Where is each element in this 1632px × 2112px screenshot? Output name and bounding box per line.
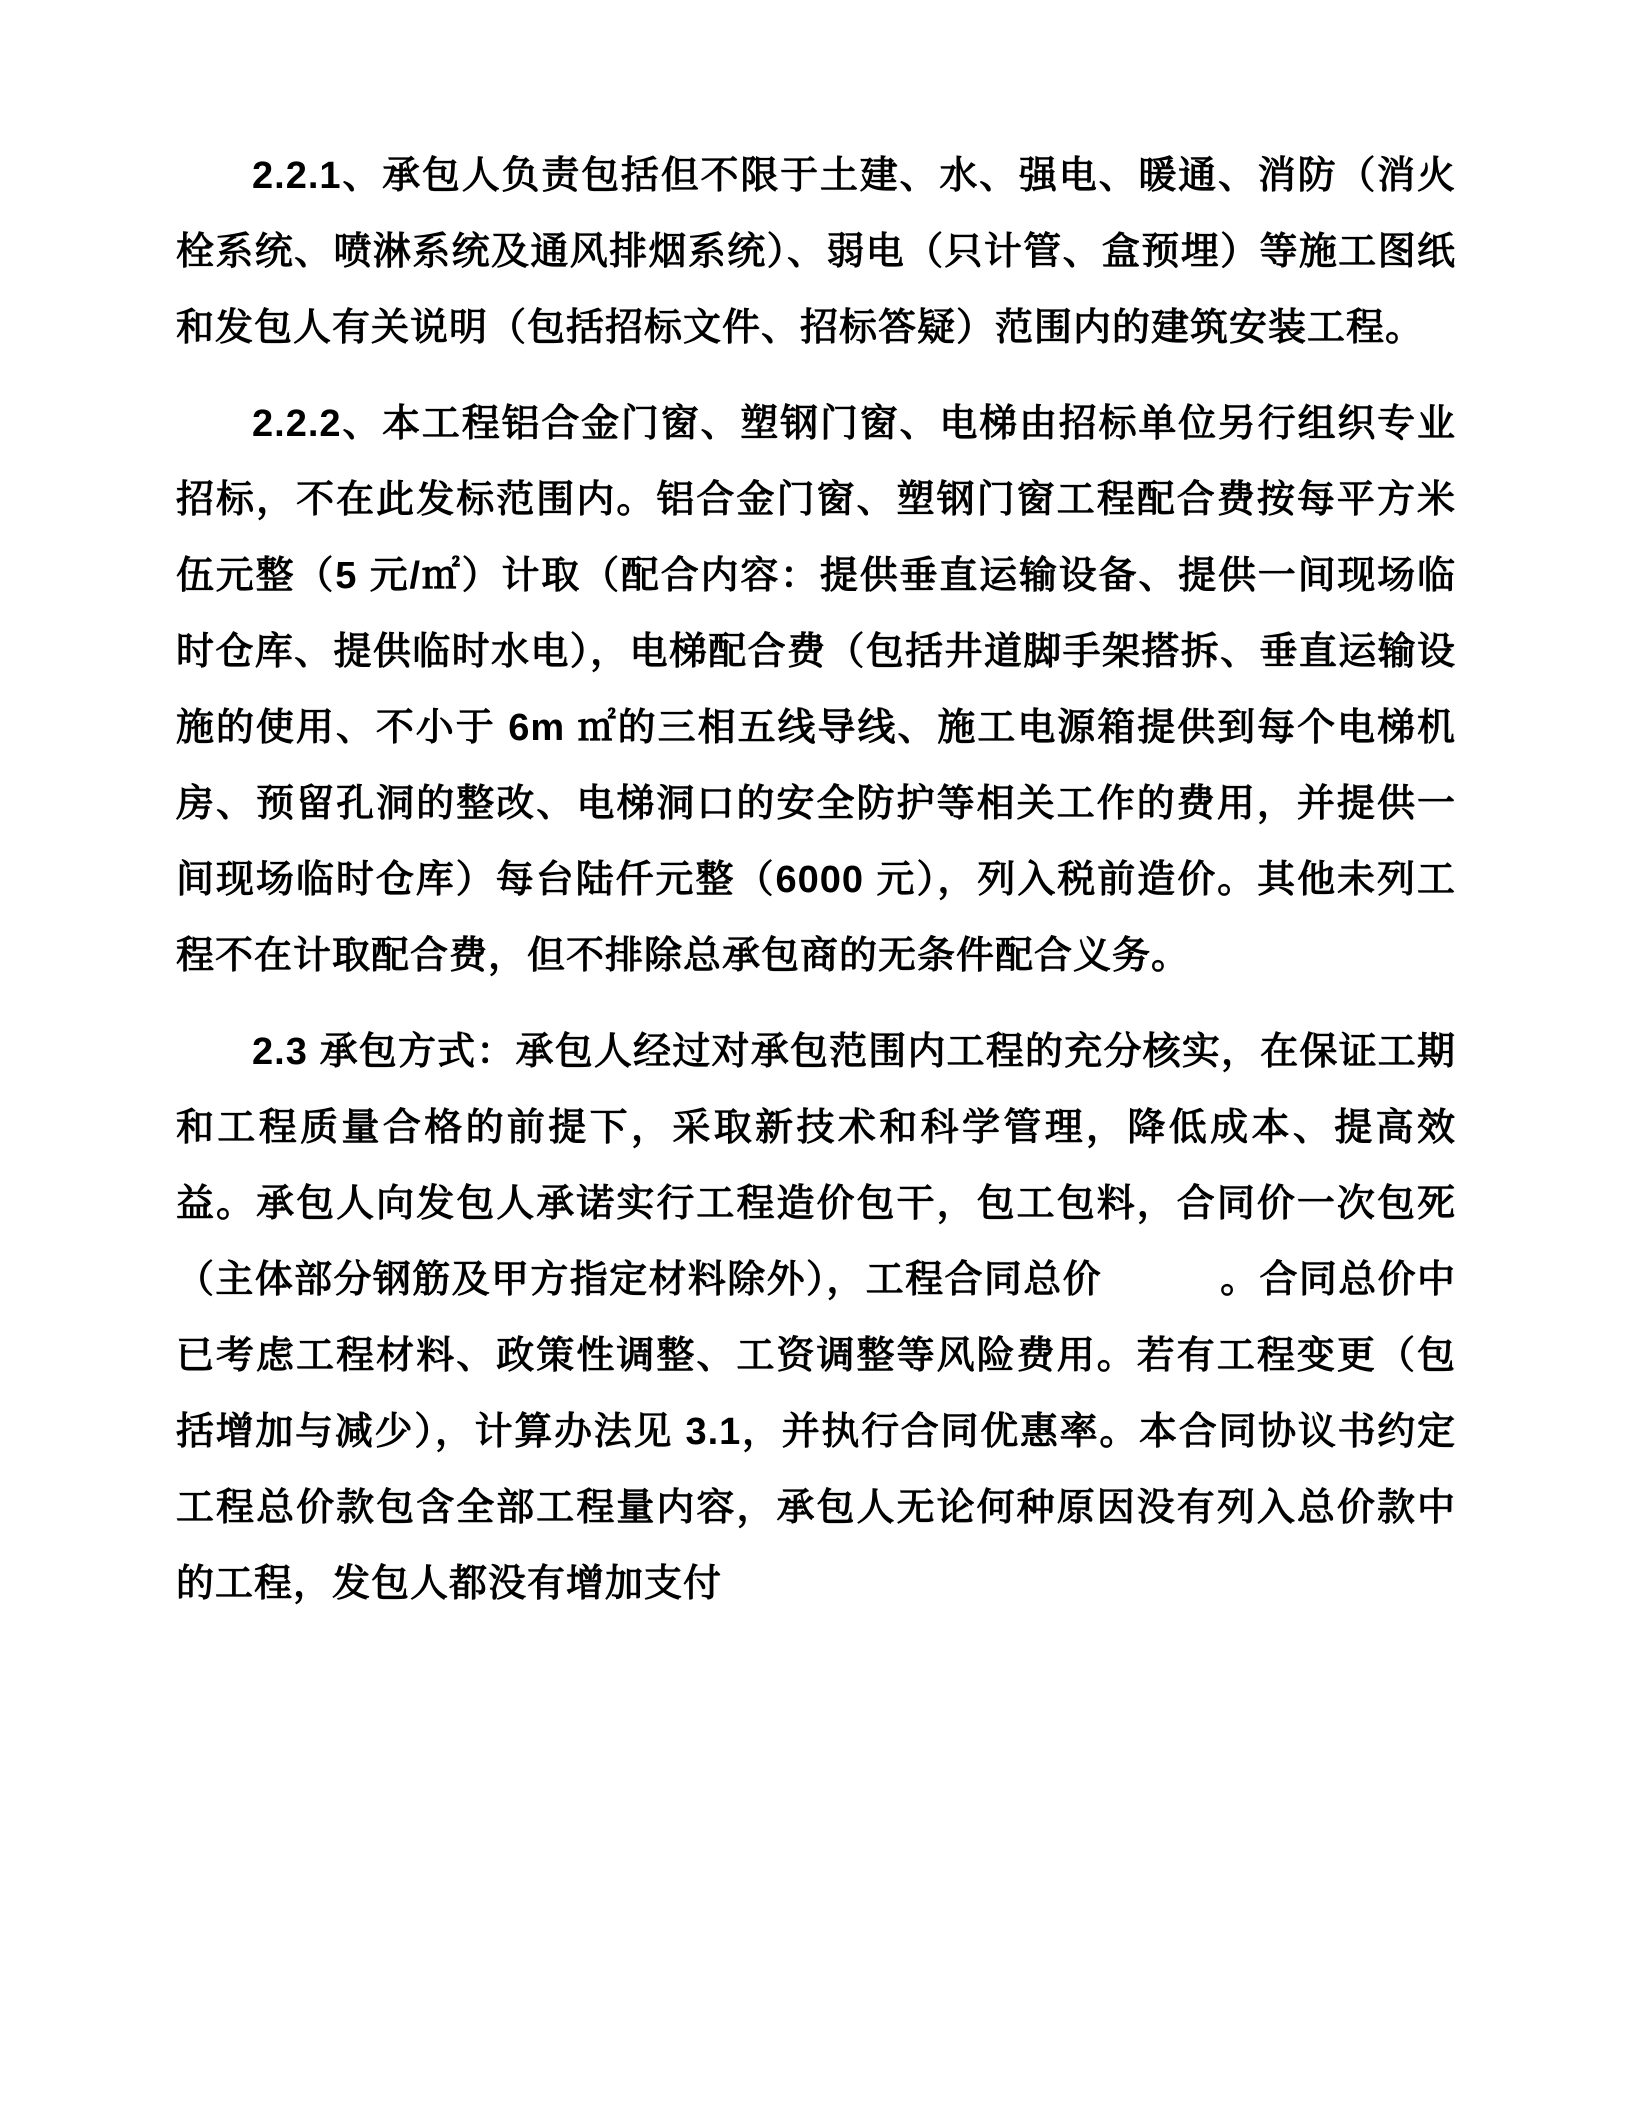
paragraph-clause-2-3: 2.3 承包方式：承包人经过对承包范围内工程的充分核实，在保证工期和工程质量合格的前提下，采取新技术和科学管理，降低成本、提高效益。承包人向发包人承诺实行工程造价包干，包工包料，合同价一次包死（主体部分钢筋及甲方指定材料除外），工程合同总价 。合同总价中已考虑工程材料、政策性调整、工资调整等风险费用。若有工程变更（包括增加与减少），计算办法见 3.1，并执行合同优惠率。本合同协议书约定工程总价款包含全部工程量内容，承包人无论何种原因没有列入总价款中的工程，发包人都没有增加支付 (176, 1031, 1456, 1605)
paragraph-clause-2-2-1: 2.2.1、承包人负责包括但不限于土建、水、强电、暖通、消防（消火栓系统、喷淋系统及通风排烟系统）、弱电（只计管、盒预埋）等施工图纸和发包人有关说明（包括招标文件、招标答疑）范围内的建筑安装工程。 (176, 155, 1456, 349)
document-body (176, 138, 1456, 1622)
paragraph-clause-2-2-2: 2.2.2、本工程铝合金门窗、塑钢门窗、电梯由招标单位另行组织专业招标，不在此发标范围内。铝合金门窗、塑钢门窗工程配合费按每平方米伍元整（5 元/㎡）计取（配合内容：提供垂直运输设备、提供一间现场临时仓库、提供临时水电），电梯配合费（包括井道脚手架搭拆、垂直运输设施的使用、不小于 6m ㎡的三相五线导线、施工电源箱提供到每个电梯机房、预留孔洞的整改、电梯洞口的安全防护等相关工作的费用，并提供一间现场临时仓库）每台陆仟元整（6000 元），列入税前造价。其他未列工程不在计取配合费，但不排除总承包商的无条件配合义务。 (176, 403, 1456, 977)
